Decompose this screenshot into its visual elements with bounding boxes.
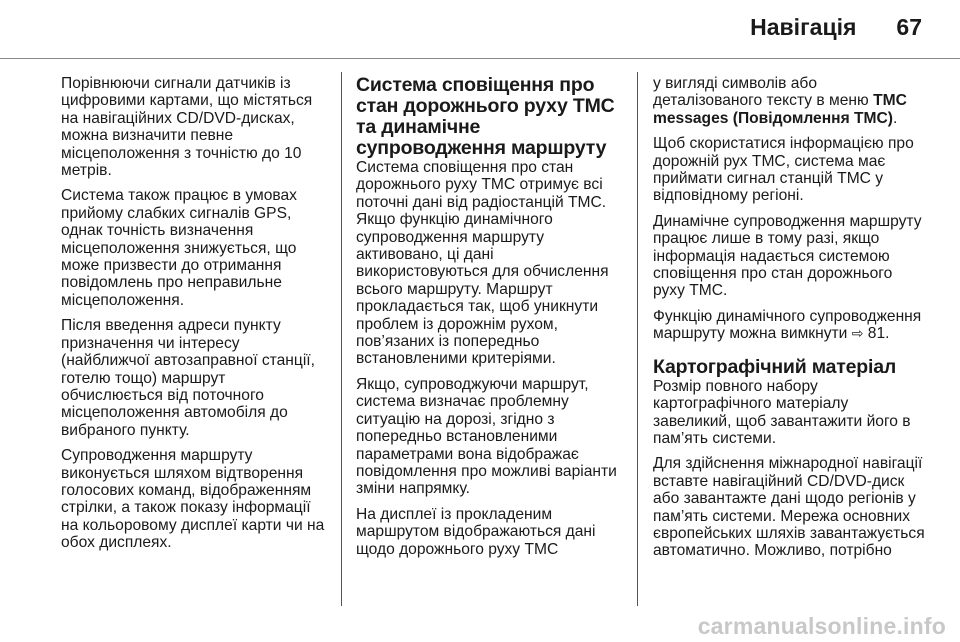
paragraph: Після введення адреси пункту призначення чи інтересу (найближчої автозаправної станції, готелю тощо) маршрут обчислюється від поточного місцеположення автомобіля до вибраного пункту.	[61, 317, 315, 439]
paragraph: Динамічне супроводження маршруту працює лише в тому разі, якщо інформація надається системою сповіщення про стан дорожнього руху TMC.	[653, 212, 922, 300]
paragraph: На дисплеї із прокладеним маршрутом відображаються дані щодо дорожнього руху TMC	[356, 505, 596, 558]
page-number: 67	[896, 14, 922, 40]
menu-name: TMC messages (Повідомлення TMC)	[653, 92, 907, 127]
text: у вигляді символів або деталізованого тексту в меню	[653, 75, 874, 110]
column-1	[61, 75, 329, 560]
column-3	[653, 75, 925, 568]
column-divider	[637, 72, 638, 606]
text: .	[892, 109, 898, 127]
watermark: carmanualsonline.info	[697, 613, 946, 639]
paragraph: Система сповіщення про стан дорожнього руху TMC отримує всі поточні дані від радіостанцій TMC. Якщо функцію динамічного супроводження маршруту активовано, ці дані використовуються для обчислення всього маршруту. Маршрут прокладається так, щоб уникнути проблем із дорожнім рухом, пов’язаних із попередньо встановленими критеріями.	[356, 159, 609, 368]
paragraph: Супроводження маршруту виконується шляхом відтворення голосових команд, відображенням стрілки, а також показу інформації на кольоровому дисплеї карти чи на обох дисплеях.	[61, 447, 325, 552]
text: Функцію динамічного супроводження маршруту можна вимкнути	[653, 307, 922, 343]
paragraph: Розмір повного набору картографічного матеріалу завеликий, щоб завантажити його в пам’ять системи.	[653, 377, 911, 447]
paragraph: Якщо, супроводжуючи маршрут, система визначає проблемну ситуацію на дорозі, згідно з попередньо встановленими параметрами вона відображає повідомлення про можливі варіанти зміни напрямку.	[356, 375, 617, 498]
paragraph: Система також працює в умовах прийому слабких сигналів GPS, однак точність визначення місцеположення знижується, що може призвести до отримання повідомлень про неправильне місцеположення.	[61, 187, 297, 309]
page-header	[0, 14, 922, 54]
paragraph	[653, 75, 925, 127]
section-heading: Система сповіщення про стан дорожнього руху TMC та динамічне супроводження маршруту	[356, 74, 615, 159]
column-divider	[341, 72, 342, 606]
column-2	[356, 75, 628, 566]
paragraph: Для здійснення міжнародної навігації вставте навігаційний CD/DVD-диск або завантажте дані щодо регіонів у пам’ять системи. Мережа основних європейських шляхів завантажується автоматично. Можливо, потрібно	[653, 455, 925, 560]
paragraph	[653, 308, 925, 343]
page-ref[interactable]: 81.	[863, 325, 890, 343]
paragraph: Щоб скористатися інформацією про дорожній рух TMC, система має приймати сигнал станцій TMC у відповідному регіоні.	[653, 135, 914, 205]
page-ref-arrow-icon[interactable]: ⇨	[851, 325, 864, 342]
header-divider	[0, 58, 960, 59]
paragraph: Порівнюючи сигнали датчиків із цифровими картами, що містяться на навігаційних CD/DVD-дисках, можна визначити певне місцеположення з точністю до 10 метрів.	[61, 75, 313, 180]
section-heading: Картографічний матеріал	[653, 355, 897, 378]
section-title: Навігація	[750, 14, 857, 40]
